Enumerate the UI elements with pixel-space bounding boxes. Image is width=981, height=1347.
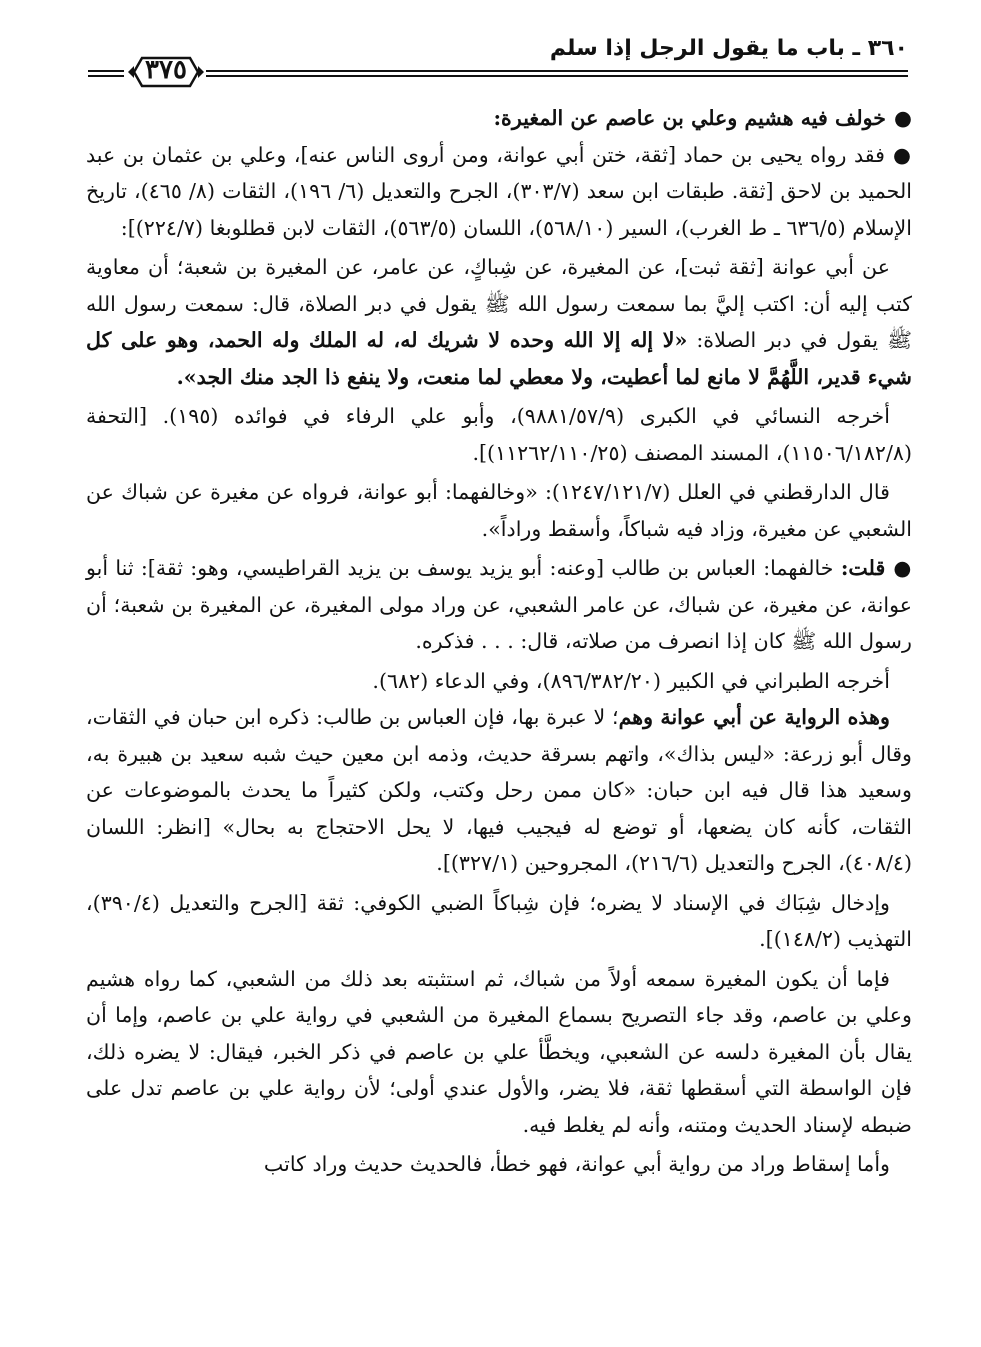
paragraph — [86, 550, 912, 660]
bullet-icon: ● — [894, 106, 912, 130]
paragraph-text: خالفهما: العباس بن طالب [وعنه: أبو يزيد يوسف بن يزيد القراطيسي، وهو: ثقة]: ثنا أبو عوانة، عن مغيرة، عن شباك، عن عامر الشعبي، عن وراد مولى المغيرة، عن المغيرة بن شعبة؛ أن رسول الله ﷺ كان إذا انصرف من صلاته، قال: . . . فذكره. — [86, 556, 912, 653]
hadith-text: «لا إله إلا الله وحده لا شريك له، له الملك وله الحمد، وهو على كل شيء قدير، اللَّهُمَّ لا مانع لما أعطيت، ولا معطي لما منعت، ولا ينفع ذا الجد منك الجد». — [86, 328, 912, 389]
hadith-paragraph — [86, 249, 912, 395]
bullet-icon: ● — [893, 556, 913, 580]
note-label: قلت: — [840, 556, 886, 580]
bullet-icon: ● — [893, 142, 912, 167]
paragraph-text: فقد رواه يحيى بن حماد [ثقة، ختن أبي عوانة، ومن أروى الناس عنه]، وعلي بن عثمان بن عبد الحميد بن لاحق [ثقة. طبقات ابن سعد (٣٠٣/٧)، الجرح والتعديل (٦/ ١٩٦)، الثقات (٨/ ٤٦٥)، تاريخ الإسلام (٦٣٦/٥ ـ ط الغرب)، السير (٥٦٨/١٠)، اللسان (٥٦٣/٥)، الثقات لابن قطلوبغا (٢٢٤/٧)]: — [86, 142, 912, 240]
header-rule — [88, 75, 124, 77]
paragraph — [86, 699, 912, 882]
paragraph — [86, 398, 912, 471]
page-number: ٣٧٥ — [145, 55, 187, 85]
paragraph-lead: وهذه الرواية عن أبي عوانة وهم — [618, 705, 890, 729]
page-number-badge — [124, 52, 208, 92]
paragraph — [86, 137, 912, 247]
paragraph — [86, 474, 912, 547]
header-rule — [206, 75, 908, 77]
chapter-title: ٣٦٠ ـ باب ما يقول الرجل إذا سلم — [549, 36, 908, 61]
paragraph — [86, 100, 912, 137]
paragraph — [86, 1146, 912, 1183]
paragraph-text: وإدخال شِبَاك في الإسناد لا يضره؛ فإن شِباكاً الضبي الكوفي: ثقة [الجرح والتعديل (٣٩٠/٤)، التهذيب (١٤٨/٢)]. — [86, 890, 912, 951]
paragraph-text: خولف فيه هشيم وعلي بن عاصم عن المغيرة: — [493, 106, 887, 130]
main-text — [86, 100, 912, 1183]
paragraph — [86, 663, 912, 700]
paragraph-text: وأما إسقاط وراد من رواية أبي عوانة، فهو خطأ، فالحديث حديث وراد كاتب — [263, 1152, 890, 1176]
header-rule — [206, 70, 908, 72]
paragraph-text: ؛ لا عبرة بها، فإن العباس بن طالب: ذكره ابن حبان في الثقات، وقال أبو زرعة: «ليس بذاك»، واتهم بسرقة حديث، وذمه ابن معين حيث شبه سعيد بن هبيرة به، وسعيد هذا قال فيه ابن حبان: «كان ممن رحل وكتب، ولكن كثيراً ما يحدث بالموضوعات عن الثقات، كأنه كان يضعها، أو توضع له فيجيب فيها، لا يحل الاحتجاج به بحال» [انظر: اللسان (٤٠٨/٤)، الجرح والتعديل (٢١٦/٦)، المجروحين (٣٢٧/١)]. — [86, 705, 912, 875]
paragraph-text: قال الدارقطني في العلل (١٢٤٧/١٢١/٧): «وخالفهما: أبو عوانة، فرواه عن مغيرة عن شباك عن الشعبي عن مغيرة، وزاد فيه شباكاً، وأسقط وراداً». — [86, 480, 912, 541]
paragraph-text: عن أبي عوانة [ثقة ثبت]، عن المغيرة، عن شِباكٍ، عن عامر، عن المغيرة بن شعبة؛ أن معاوية كتب إليه أن: اكتب إليَّ بما سمعت رسول الله ﷺ يقول في دبر الصلاة، قال: سمعت رسول الله ﷺ يقول في دبر الصلاة: — [86, 255, 912, 352]
paragraph — [86, 885, 912, 958]
paragraph-text: فإما أن يكون المغيرة سمعه أولاً من شباك، ثم استثبته بعد ذلك من الشعبي، كما رواه هشيم وعلي بن عاصم، وقد جاء التصريح بسماع المغيرة من الشعبي في رواية علي بن عاصم، وإما أن يقال بأن المغيرة دلسه عن الشعبي، ويخطَّأ علي بن عاصم في ذكر الخبر، فيقال: لا يضره ذلك، فإن الواسطة التي أسقطها ثقة، فلا يضر، والأول عندي أولى؛ لأن رواية علي بن عاصم تدل على ضبطه لإسناد الحديث ومتنه، وأنه لم يغلط فيه. — [86, 966, 912, 1137]
paragraph-text: أخرجه الطبراني في الكبير (٨٩٦/٣٨٢/٢٠)، وفي الدعاء (٦٨٢). — [372, 668, 890, 693]
paragraph — [86, 961, 912, 1144]
header-rule — [88, 70, 124, 72]
paragraph-text: أخرجه النسائي في الكبرى (٩٨٨١/٥٧/٩)، وأبو علي الرفاء في فوائده (١٩٥). [التحفة (١١٥٠٦/١٨٢/٨)، المسند المصنف (١١٢٦٢/١١٠/٢٥)]. — [86, 404, 912, 465]
page-header — [88, 30, 908, 86]
